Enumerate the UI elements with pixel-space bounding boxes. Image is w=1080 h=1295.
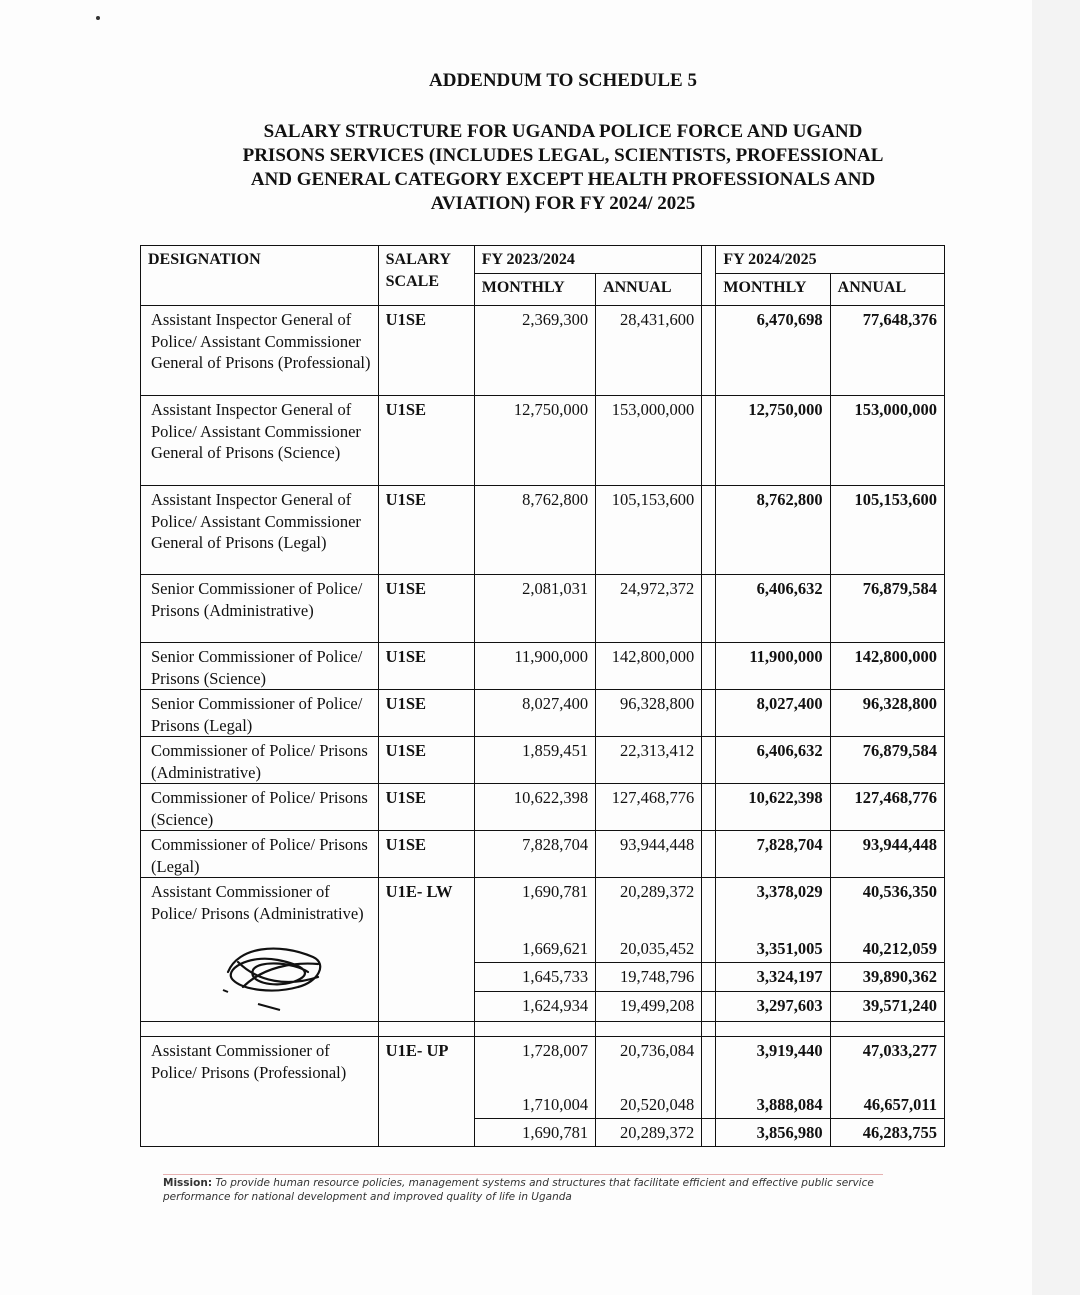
annual-2024-2025-cell: 76,879,584 bbox=[830, 737, 944, 784]
header-annual-old: ANNUAL bbox=[596, 274, 702, 306]
column-gap bbox=[702, 396, 716, 486]
annual-2024-2025-cell: 96,328,800 bbox=[830, 690, 944, 737]
table-row bbox=[141, 878, 945, 934]
monthly-2024-2025-cell: 8,762,800 bbox=[716, 486, 830, 575]
table-row bbox=[141, 831, 945, 878]
annual-2023-2024-cell: 28,431,600 bbox=[596, 306, 702, 396]
column-gap bbox=[702, 963, 716, 992]
annual-2024-2025-cell: 39,571,240 bbox=[830, 992, 944, 1022]
column-gap bbox=[702, 784, 716, 831]
salary-scale-cell: U1E- UP bbox=[378, 1037, 474, 1147]
annual-2024-2025-cell: 47,033,277 bbox=[830, 1037, 944, 1090]
annual-2023-2024-cell: 20,520,048 bbox=[596, 1090, 702, 1119]
monthly-2023-2024-cell: 1,624,934 bbox=[474, 992, 595, 1022]
table-row bbox=[141, 737, 945, 784]
header-fy-2023-2024: FY 2023/2024 bbox=[474, 246, 702, 274]
annual-2024-2025-cell: 76,879,584 bbox=[830, 575, 944, 643]
designation-cell: Assistant Inspector General of Police/ Assistant Commissioner General of Prisons (Legal) bbox=[141, 486, 379, 575]
monthly-2024-2025-cell: 10,622,398 bbox=[716, 784, 830, 831]
column-gap bbox=[702, 737, 716, 784]
document-title: ADDENDUM TO SCHEDULE 5 bbox=[429, 70, 697, 91]
monthly-2023-2024-cell: 7,828,704 bbox=[474, 831, 595, 878]
spacer-cell bbox=[141, 1022, 379, 1037]
monthly-2024-2025-cell: 3,351,005 bbox=[716, 934, 830, 963]
designation-cell: Senior Commissioner of Police/ Prisons (Administrative) bbox=[141, 575, 379, 643]
annual-2023-2024-cell: 20,035,452 bbox=[596, 934, 702, 963]
annual-2024-2025-cell: 46,283,755 bbox=[830, 1119, 944, 1147]
column-gap bbox=[702, 1037, 716, 1090]
spacer-cell bbox=[830, 1022, 944, 1037]
annual-2024-2025-cell: 77,648,376 bbox=[830, 306, 944, 396]
spacer-cell bbox=[716, 1022, 830, 1037]
designation-cell: Senior Commissioner of Police/ Prisons (Legal) bbox=[141, 690, 379, 737]
annual-2023-2024-cell: 20,289,372 bbox=[596, 1119, 702, 1147]
annual-2023-2024-cell: 22,313,412 bbox=[596, 737, 702, 784]
designation-cell: Senior Commissioner of Police/ Prisons (Science) bbox=[141, 643, 379, 690]
designation-cell: Commissioner of Police/ Prisons (Administrative) bbox=[141, 737, 379, 784]
annual-2024-2025-cell: 40,212,059 bbox=[830, 934, 944, 963]
monthly-2023-2024-cell: 12,750,000 bbox=[474, 396, 595, 486]
column-gap bbox=[702, 486, 716, 575]
header-salary-scale bbox=[378, 246, 474, 306]
annual-2023-2024-cell: 93,944,448 bbox=[596, 831, 702, 878]
salary-scale-cell: U1SE bbox=[378, 831, 474, 878]
table-row bbox=[141, 575, 945, 643]
table-row bbox=[141, 690, 945, 737]
annual-2023-2024-cell: 96,328,800 bbox=[596, 690, 702, 737]
monthly-2024-2025-cell: 6,470,698 bbox=[716, 306, 830, 396]
mission-statement bbox=[163, 1174, 883, 1204]
designation-cell: Assistant Commissioner of Police/ Prisons (Administrative) bbox=[141, 878, 379, 1022]
monthly-2023-2024-cell: 2,369,300 bbox=[474, 306, 595, 396]
annual-2024-2025-cell: 142,800,000 bbox=[830, 643, 944, 690]
subtitle-line: PRISONS SERVICES (INCLUDES LEGAL, SCIENTISTS, PROFESSIONAL bbox=[242, 145, 884, 166]
spacer-row bbox=[141, 1022, 945, 1037]
monthly-2023-2024-cell: 1,690,781 bbox=[474, 878, 595, 934]
designation-cell: Assistant Commissioner of Police/ Prisons (Professional) bbox=[141, 1037, 379, 1147]
annual-2023-2024-cell: 24,972,372 bbox=[596, 575, 702, 643]
monthly-2023-2024-cell: 1,710,004 bbox=[474, 1090, 595, 1119]
header-monthly-new: MONTHLY bbox=[716, 274, 830, 306]
ink-speck bbox=[96, 16, 100, 20]
table-row bbox=[141, 306, 945, 396]
table-row bbox=[141, 396, 945, 486]
monthly-2024-2025-cell: 3,919,440 bbox=[716, 1037, 830, 1090]
salary-scale-cell: U1SE bbox=[378, 784, 474, 831]
subtitle-line: AVIATION) FOR FY 2024/ 2025 bbox=[430, 193, 696, 214]
header-salary-label: SALARY bbox=[385, 251, 451, 268]
spacer-cell bbox=[474, 1022, 595, 1037]
monthly-2023-2024-cell: 11,900,000 bbox=[474, 643, 595, 690]
header-monthly-old: MONTHLY bbox=[474, 274, 595, 306]
designation-cell: Assistant Inspector General of Police/ Assistant Commissioner General of Prisons (Professional) bbox=[141, 306, 379, 396]
annual-2023-2024-cell: 127,468,776 bbox=[596, 784, 702, 831]
mission-label: Mission: bbox=[163, 1177, 213, 1189]
column-gap bbox=[702, 575, 716, 643]
column-gap bbox=[702, 831, 716, 878]
monthly-2023-2024-cell: 1,859,451 bbox=[474, 737, 595, 784]
column-gap bbox=[702, 246, 716, 306]
column-gap bbox=[702, 1119, 716, 1147]
monthly-2024-2025-cell: 11,900,000 bbox=[716, 643, 830, 690]
annual-2024-2025-cell: 153,000,000 bbox=[830, 396, 944, 486]
annual-2023-2024-cell: 153,000,000 bbox=[596, 396, 702, 486]
salary-scale-cell: U1SE bbox=[378, 690, 474, 737]
monthly-2023-2024-cell: 10,622,398 bbox=[474, 784, 595, 831]
monthly-2024-2025-cell: 3,324,197 bbox=[716, 963, 830, 992]
column-gap bbox=[702, 306, 716, 396]
document-subtitle bbox=[140, 120, 986, 216]
monthly-2024-2025-cell: 7,828,704 bbox=[716, 831, 830, 878]
monthly-2023-2024-cell: 1,669,621 bbox=[474, 934, 595, 963]
table-row bbox=[141, 486, 945, 575]
salary-scale-cell: U1SE bbox=[378, 643, 474, 690]
monthly-2023-2024-cell: 2,081,031 bbox=[474, 575, 595, 643]
monthly-2024-2025-cell: 6,406,632 bbox=[716, 737, 830, 784]
column-gap bbox=[702, 992, 716, 1022]
monthly-2024-2025-cell: 3,297,603 bbox=[716, 992, 830, 1022]
salary-scale-cell: U1SE bbox=[378, 737, 474, 784]
page-edge-shadow bbox=[1032, 0, 1080, 1295]
salary-scale-cell: U1SE bbox=[378, 575, 474, 643]
header-scale-label: SCALE bbox=[385, 272, 440, 290]
monthly-2024-2025-cell: 12,750,000 bbox=[716, 396, 830, 486]
monthly-2023-2024-cell: 1,645,733 bbox=[474, 963, 595, 992]
subtitle-line: SALARY STRUCTURE FOR UGANDA POLICE FORCE AND UGAND bbox=[263, 121, 863, 142]
spacer-cell bbox=[596, 1022, 702, 1037]
spacer-cell bbox=[378, 1022, 474, 1037]
table-row bbox=[141, 1037, 945, 1090]
salary-scale-cell: U1SE bbox=[378, 396, 474, 486]
salary-scale-cell: U1E- LW bbox=[378, 878, 474, 1022]
designation-cell: Commissioner of Police/ Prisons (Legal) bbox=[141, 831, 379, 878]
mission-text: To provide human resource policies, management systems and structures that facilitate efficient and effective public service performance for national development and improved quality of life in Uganda bbox=[163, 1177, 874, 1203]
monthly-2023-2024-cell: 8,027,400 bbox=[474, 690, 595, 737]
monthly-2024-2025-cell: 8,027,400 bbox=[716, 690, 830, 737]
annual-2023-2024-cell: 19,748,796 bbox=[596, 963, 702, 992]
table-row bbox=[141, 643, 945, 690]
monthly-2023-2024-cell: 8,762,800 bbox=[474, 486, 595, 575]
annual-2024-2025-cell: 105,153,600 bbox=[830, 486, 944, 575]
annual-2023-2024-cell: 20,736,084 bbox=[596, 1037, 702, 1090]
designation-cell: Assistant Inspector General of Police/ Assistant Commissioner General of Prisons (Science) bbox=[141, 396, 379, 486]
annual-2024-2025-cell: 39,890,362 bbox=[830, 963, 944, 992]
column-gap bbox=[702, 934, 716, 963]
annual-2023-2024-cell: 19,499,208 bbox=[596, 992, 702, 1022]
header-designation: DESIGNATION bbox=[141, 246, 379, 306]
annual-2024-2025-cell: 93,944,448 bbox=[830, 831, 944, 878]
header-fy-2024-2025: FY 2024/2025 bbox=[716, 246, 945, 274]
annual-2023-2024-cell: 142,800,000 bbox=[596, 643, 702, 690]
monthly-2024-2025-cell: 3,378,029 bbox=[716, 878, 830, 934]
monthly-2024-2025-cell: 3,888,084 bbox=[716, 1090, 830, 1119]
signature-scribble bbox=[218, 932, 338, 1012]
annual-2023-2024-cell: 20,289,372 bbox=[596, 878, 702, 934]
salary-scale-cell: U1SE bbox=[378, 306, 474, 396]
table-row bbox=[141, 784, 945, 831]
column-gap bbox=[702, 643, 716, 690]
header-annual-new: ANNUAL bbox=[830, 274, 944, 306]
column-gap bbox=[702, 878, 716, 934]
monthly-2024-2025-cell: 6,406,632 bbox=[716, 575, 830, 643]
spacer-cell bbox=[702, 1022, 716, 1037]
annual-2023-2024-cell: 105,153,600 bbox=[596, 486, 702, 575]
designation-cell: Commissioner of Police/ Prisons (Science) bbox=[141, 784, 379, 831]
annual-2024-2025-cell: 40,536,350 bbox=[830, 878, 944, 934]
annual-2024-2025-cell: 127,468,776 bbox=[830, 784, 944, 831]
monthly-2024-2025-cell: 3,856,980 bbox=[716, 1119, 830, 1147]
monthly-2023-2024-cell: 1,728,007 bbox=[474, 1037, 595, 1090]
column-gap bbox=[702, 690, 716, 737]
monthly-2023-2024-cell: 1,690,781 bbox=[474, 1119, 595, 1147]
salary-scale-cell: U1SE bbox=[378, 486, 474, 575]
column-gap bbox=[702, 1090, 716, 1119]
subtitle-line: AND GENERAL CATEGORY EXCEPT HEALTH PROFESSIONALS AND bbox=[250, 169, 876, 190]
annual-2024-2025-cell: 46,657,011 bbox=[830, 1090, 944, 1119]
